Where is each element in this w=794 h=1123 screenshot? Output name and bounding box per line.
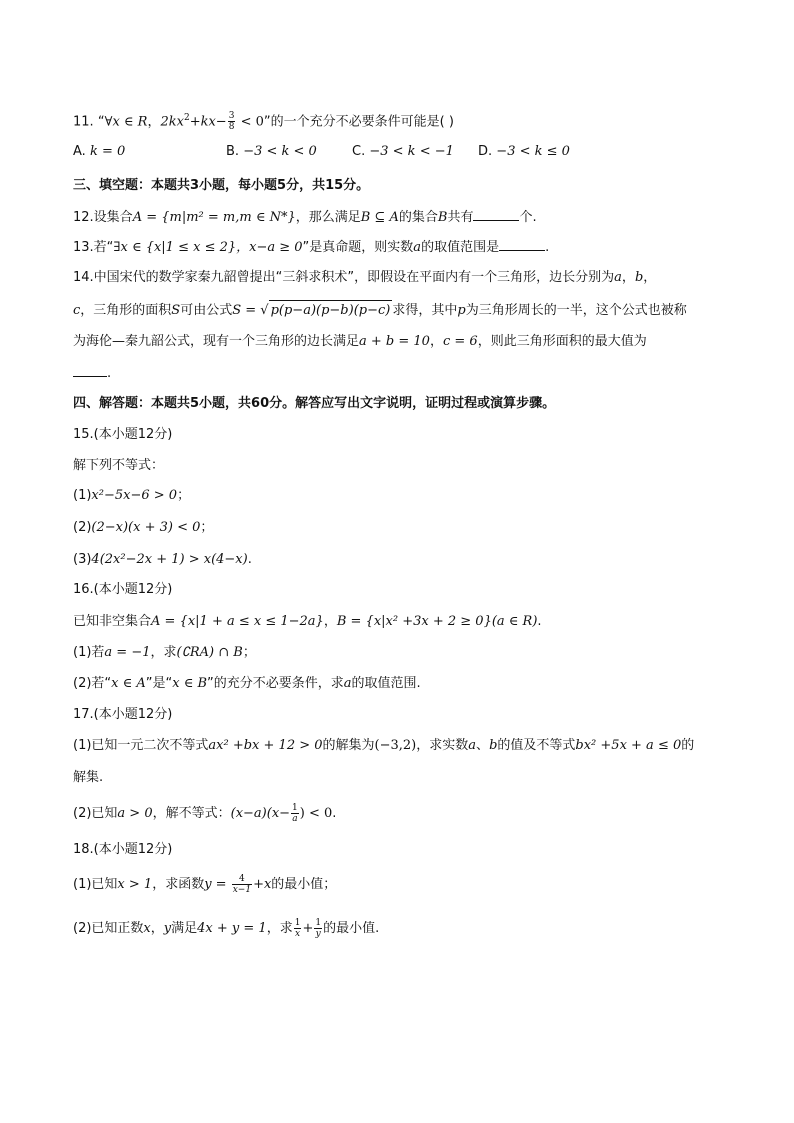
q18-fraction-2: $\frac{1}{x}$ [294,918,301,939]
q18-fraction-1: $\frac{4}{x-1}$ [232,874,252,895]
question-15-item-3: (3)4(2x²−2x + 1) > x(4−x). [73,552,252,567]
sqrt-symbol: √ [260,303,269,318]
q11-fraction: $\frac{3}{8}$ [228,111,235,133]
question-15-item-2: (2)(2−x)(x + 3) < 0； [73,520,214,535]
question-17-part-1-cont: 解集. [73,770,104,785]
q13-answer-blank [499,236,545,251]
question-11: 11. “∀x ∈ R，$2kx^2+kx-$ $\frac{3}{8}$ < 0”的一个充分不必要条件可能是( ) [73,111,454,133]
q12-answer-blank [473,206,519,221]
q11-option-a: A. k = 0 [73,144,126,159]
q11-option-b: B. −3 < k < 0 [226,144,317,159]
question-16-part-2: (2)若“x ∈ A”是“x ∈ B”的充分不必要条件，求a的取值范围. [73,676,421,691]
question-17-heading: 17.(本小题12分) [73,707,173,722]
question-15-item-1: (1)x²−5x−6 > 0； [73,488,191,503]
question-18-part-1: (1)已知x > 1，求函数y = $\frac{4}{x-1}$ +x的最小值； [73,874,337,895]
section-4-heading: 四、解答题：本题共5小题，共60分。解答应写出文字说明，证明过程或演算步骤。 [73,396,556,411]
question-18-part-2: (2)已知正数x，y满足4x + y = 1，求 $\frac{1}{x}$ + $\frac{1}{y}$ 的最小值. [73,918,380,939]
question-15-intro: 解下列不等式： [73,458,165,473]
question-13: 13.若“∃x ∈ {x|1 ≤ x ≤ 2}，x−a ≥ 0”是真命题，则实数a的取值范围是 . [73,236,549,258]
question-17-part-1: (1)已知一元二次不等式ax² +bx + 12 > 0的解集为(−3,2)，求实数a、b的值及不等式bx² +5x + a ≤ 0的 [73,738,695,753]
question-16-line-1: 已知非空集合A = {x|1 + a ≤ x ≤ 1−2a}，B = {x|x² +3x + 2 ≥ 0}(a ∈ R). [73,614,542,629]
question-18-heading: 18.(本小题12分) [73,842,173,857]
q11-number: 11. [73,114,94,130]
question-17-part-2: (2)已知a > 0，解不等式：(x−a)(x− $\frac{1}{a}$ ) < 0. [73,803,337,824]
question-16-part-1: (1)若a = −1，求(∁RA) ∩ B； [73,645,256,660]
question-15-heading: 15.(本小题12分) [73,427,173,442]
q11-option-c: C. −3 < k < −1 [352,144,454,159]
question-14-line-3: 为海伦—秦九韶公式，现有一个三角形的边长满足a + b = 10，c = 6，则此三角形面积的最大值为 [73,334,647,349]
question-14-line-2: c，三角形的面积S可由公式S = √ p(p−a)(p−b)(p−c) 求得，其中p为三角形周长的一半，这个公式也被称 [73,300,687,321]
heron-radicand: p(p−a)(p−b)(p−c) [269,300,393,321]
question-16-heading: 16.(本小题12分) [73,582,173,597]
section-3-heading: 三、填空题：本题共3小题，每小题5分，共15分。 [73,178,370,193]
question-14-line-4: . [73,362,111,384]
q17-fraction: $\frac{1}{a}$ [292,803,298,824]
q11-option-d: D. −3 < k ≤ 0 [478,144,570,159]
question-12: 12.设集合A = {m|m² = m,m ∈ N*}，那么满足B ⊆ A的集合B共有 个. [73,206,537,228]
question-14-line-1: 14.中国宋代的数学家秦九韶曾提出“三斜求积术”，即假设在平面内有一个三角形，边长分别为a，b， [73,270,657,285]
q14-answer-blank [73,362,107,377]
q18-fraction-3: $\frac{1}{y}$ [315,918,322,939]
